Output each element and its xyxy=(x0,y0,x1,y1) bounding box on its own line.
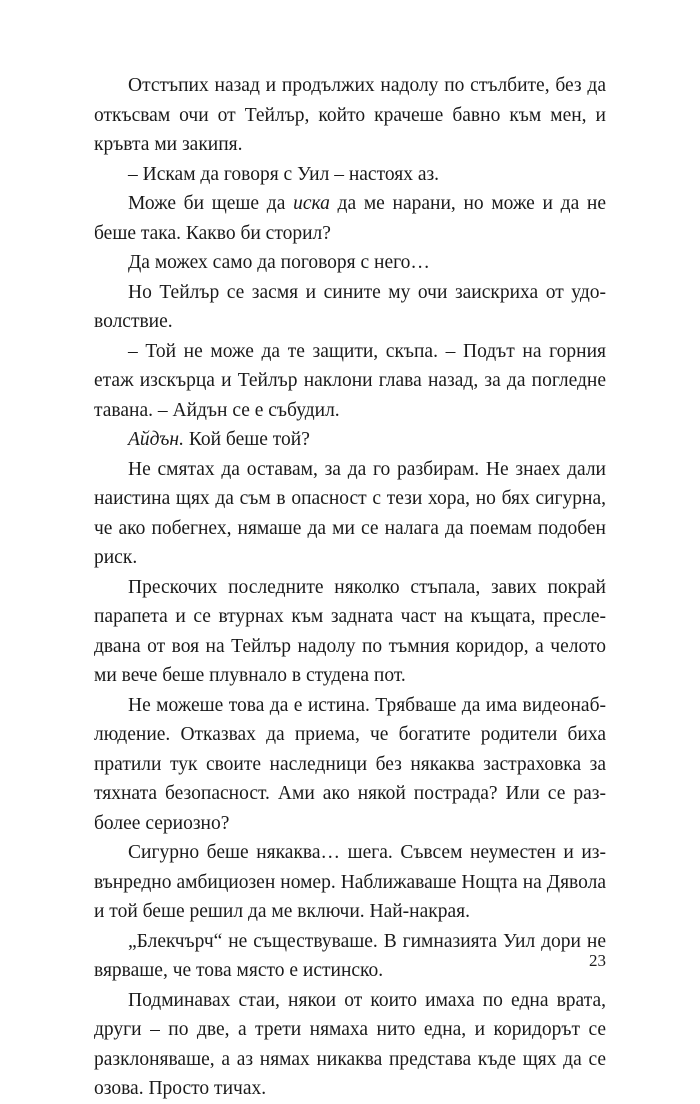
text-segment: Не можеше това да е истина. Трябваше да има видеонаблюдение. Отказвах да приема, че богатите родители биха пратили тук своите наследници без някаква застраховка за тяхната безопасност. Ами ако някой пострада? Или се разболее сериозно? xyxy=(94,694,606,834)
text-segment: – Той не може да те защити, скъпа. – Подът на горния етаж изскърца и Тейлър наклони глава назад, за да погледне тавана. – Айдън се е събудил. xyxy=(94,340,606,421)
text-segment: Не смятах да оставам, за да го разбирам. Не знаех дали наистина щях да съм в опасност с тези хора, но бях сигурна, че ако побегнех, нямаше да ми се налага да поемам подобен риск. xyxy=(94,458,606,568)
paragraph xyxy=(94,337,606,426)
paragraph xyxy=(94,278,606,337)
paragraph xyxy=(94,71,606,160)
text-segment: Но Тейлър се засмя и сините му очи заискриха от удоволствие. xyxy=(94,281,606,332)
paragraph xyxy=(94,189,606,248)
text-segment: Сигурно беше някаква… шега. Съвсем неуместен и извънредно амбициозен номер. Наближаваше Нощта на Дявола и той беше решил да ме включи. Най-накрая. xyxy=(94,842,606,922)
paragraph xyxy=(94,691,606,839)
page-number: 23 xyxy=(589,951,606,970)
italic-text: Айдън. xyxy=(128,429,184,450)
text-segment: – Искам да говоря с Уил – настоях аз. xyxy=(128,163,440,185)
paragraph xyxy=(94,160,606,190)
paragraph xyxy=(94,573,606,691)
paragraph xyxy=(94,455,606,573)
text-segment: Може би щеше да xyxy=(128,193,294,214)
text-segment: да ме нарани, но може и да не беше така. Какво би сторил? xyxy=(94,193,607,244)
text-segment: Подминавах стаи, някои от които имаха по една врата, други – по две, а трети нямаха нито една, и коридорът се разклоняваше, а аз нямах никаква представа къде щях да се озова. Просто тичах. xyxy=(94,989,606,1099)
text-segment: Да можех само да поговоря с него… xyxy=(128,252,430,273)
paragraph xyxy=(94,425,606,455)
text-segment: „Блекчърч“ не съществуваше. В гимназията Уил дори не вярваше, че това място е истинско. xyxy=(94,930,606,981)
paragraph xyxy=(94,838,606,927)
paragraph xyxy=(94,986,606,1104)
text-segment: Прескочих последните няколко стъпала, завих покрай парапета и се втурнах към задната част на къщата, преследвана от воя на Тейлър надолу по тъмния коридор, а челото ми вече беше плувнало в студена пот. xyxy=(94,576,606,686)
text-segment: Отстъпих назад и продължих надолу по стълбите, без да откъсвам очи от Тейлър, който крачеше бавно към мен, и кръвта ми закипя. xyxy=(94,75,606,155)
page-body xyxy=(94,71,606,1104)
text-segment: Кой беше той? xyxy=(183,429,310,450)
italic-text: иска xyxy=(293,193,330,214)
paragraph xyxy=(94,248,606,278)
